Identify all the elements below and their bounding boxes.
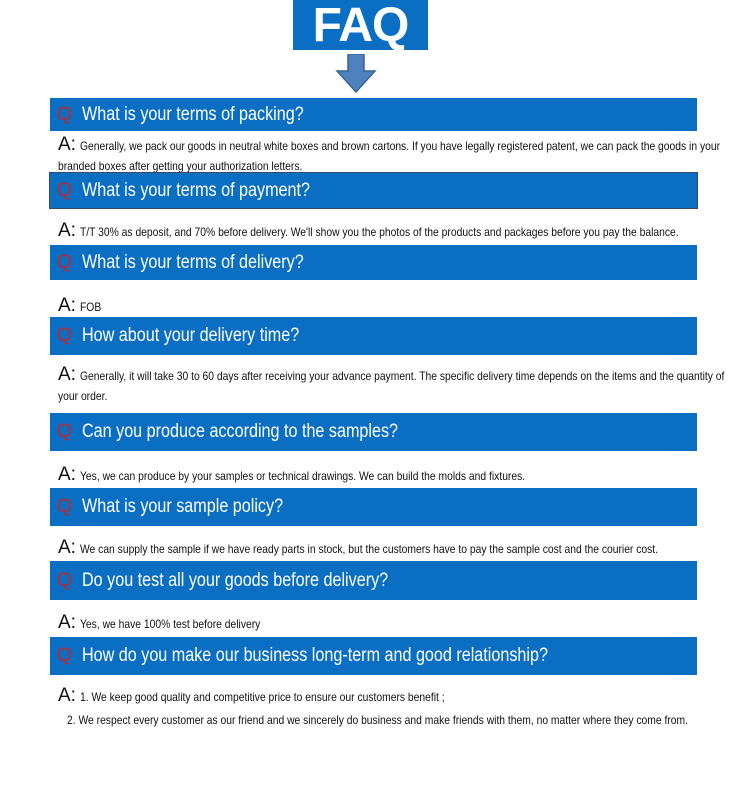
q-marker: Q	[57, 325, 72, 346]
arrow-down-icon	[335, 54, 377, 94]
answer-text: 2. We respect every customer as our friend and we sincerely do business and make friends with them, no matter where they come from.	[67, 713, 689, 727]
question-text: How do you make our business long-term and good relationship?	[81, 645, 548, 666]
faq-answer-6	[58, 537, 750, 559]
a-marker: A:	[58, 464, 76, 485]
faq-answer-1	[58, 134, 750, 156]
answer-text: FOB	[80, 300, 102, 314]
faq-question-7	[50, 561, 697, 600]
a-marker: A:	[58, 685, 76, 706]
faq-question-6	[50, 488, 697, 526]
q-marker: Q	[57, 179, 72, 201]
a-marker: A:	[58, 295, 76, 316]
answer-text: 1. We keep good quality and competitive price to ensure our customers benefit ;	[80, 690, 446, 704]
faq-question-5	[50, 413, 697, 451]
a-marker: A:	[58, 134, 76, 155]
a-marker: A:	[58, 220, 76, 241]
answer-text: Yes, we have 100% test before delivery	[80, 617, 261, 631]
answer-text: Generally, it will take 30 to 60 days after receiving your advance payment. The specific delivery time depends on the items and the quantity of	[80, 369, 725, 383]
a-marker: A:	[58, 612, 76, 633]
q-marker: Q	[57, 421, 72, 442]
answer-text: T/T 30% as deposit, and 70% before delivery. We'll show you the photos of the products and packages before you pay the balance.	[80, 225, 680, 239]
faq-answer-2	[58, 220, 750, 242]
question-text: What is your terms of delivery?	[81, 251, 304, 273]
question-text: How about your delivery time?	[81, 325, 300, 346]
faq-question-3	[50, 245, 697, 280]
answer-text: Yes, we can produce by your samples or technical drawings. We can build the molds and fixtures.	[80, 469, 526, 483]
question-text: What is your terms of packing?	[81, 103, 304, 125]
answer-text: your order.	[58, 389, 108, 403]
q-marker: Q	[57, 496, 72, 517]
faq-answer-8	[58, 685, 750, 707]
question-text: Do you test all your goods before delivery?	[81, 569, 388, 591]
faq-answer-7	[58, 612, 750, 634]
answer-text: We can supply the sample if we have ready parts in stock, but the customers have to pay the sample cost and the courier cost.	[80, 542, 659, 556]
faq-answer-4	[58, 364, 750, 386]
answer-text: branded boxes after getting your authorization letters.	[58, 159, 303, 173]
faq-question-1	[50, 98, 697, 131]
faq-title: FAQ	[293, 0, 428, 50]
faq-question-8	[50, 637, 697, 675]
question-text: Can you produce according to the samples?	[81, 421, 398, 442]
q-marker: Q	[57, 569, 72, 591]
q-marker: Q	[57, 251, 72, 273]
faq-question-2	[50, 173, 697, 208]
faq-answer-5	[58, 464, 750, 486]
answer-text: Generally, we pack our goods in neutral white boxes and brown cartons. If you have legally registered patent, we can pack the goods in your	[80, 139, 721, 153]
a-marker: A:	[58, 364, 76, 385]
question-text: What is your sample policy?	[81, 496, 283, 517]
q-marker: Q	[57, 645, 72, 666]
q-marker: Q	[57, 103, 72, 125]
question-text: What is your terms of payment?	[81, 179, 310, 201]
a-marker: A:	[58, 537, 76, 558]
faq-question-4	[50, 317, 697, 355]
faq-answer-3	[58, 295, 750, 317]
